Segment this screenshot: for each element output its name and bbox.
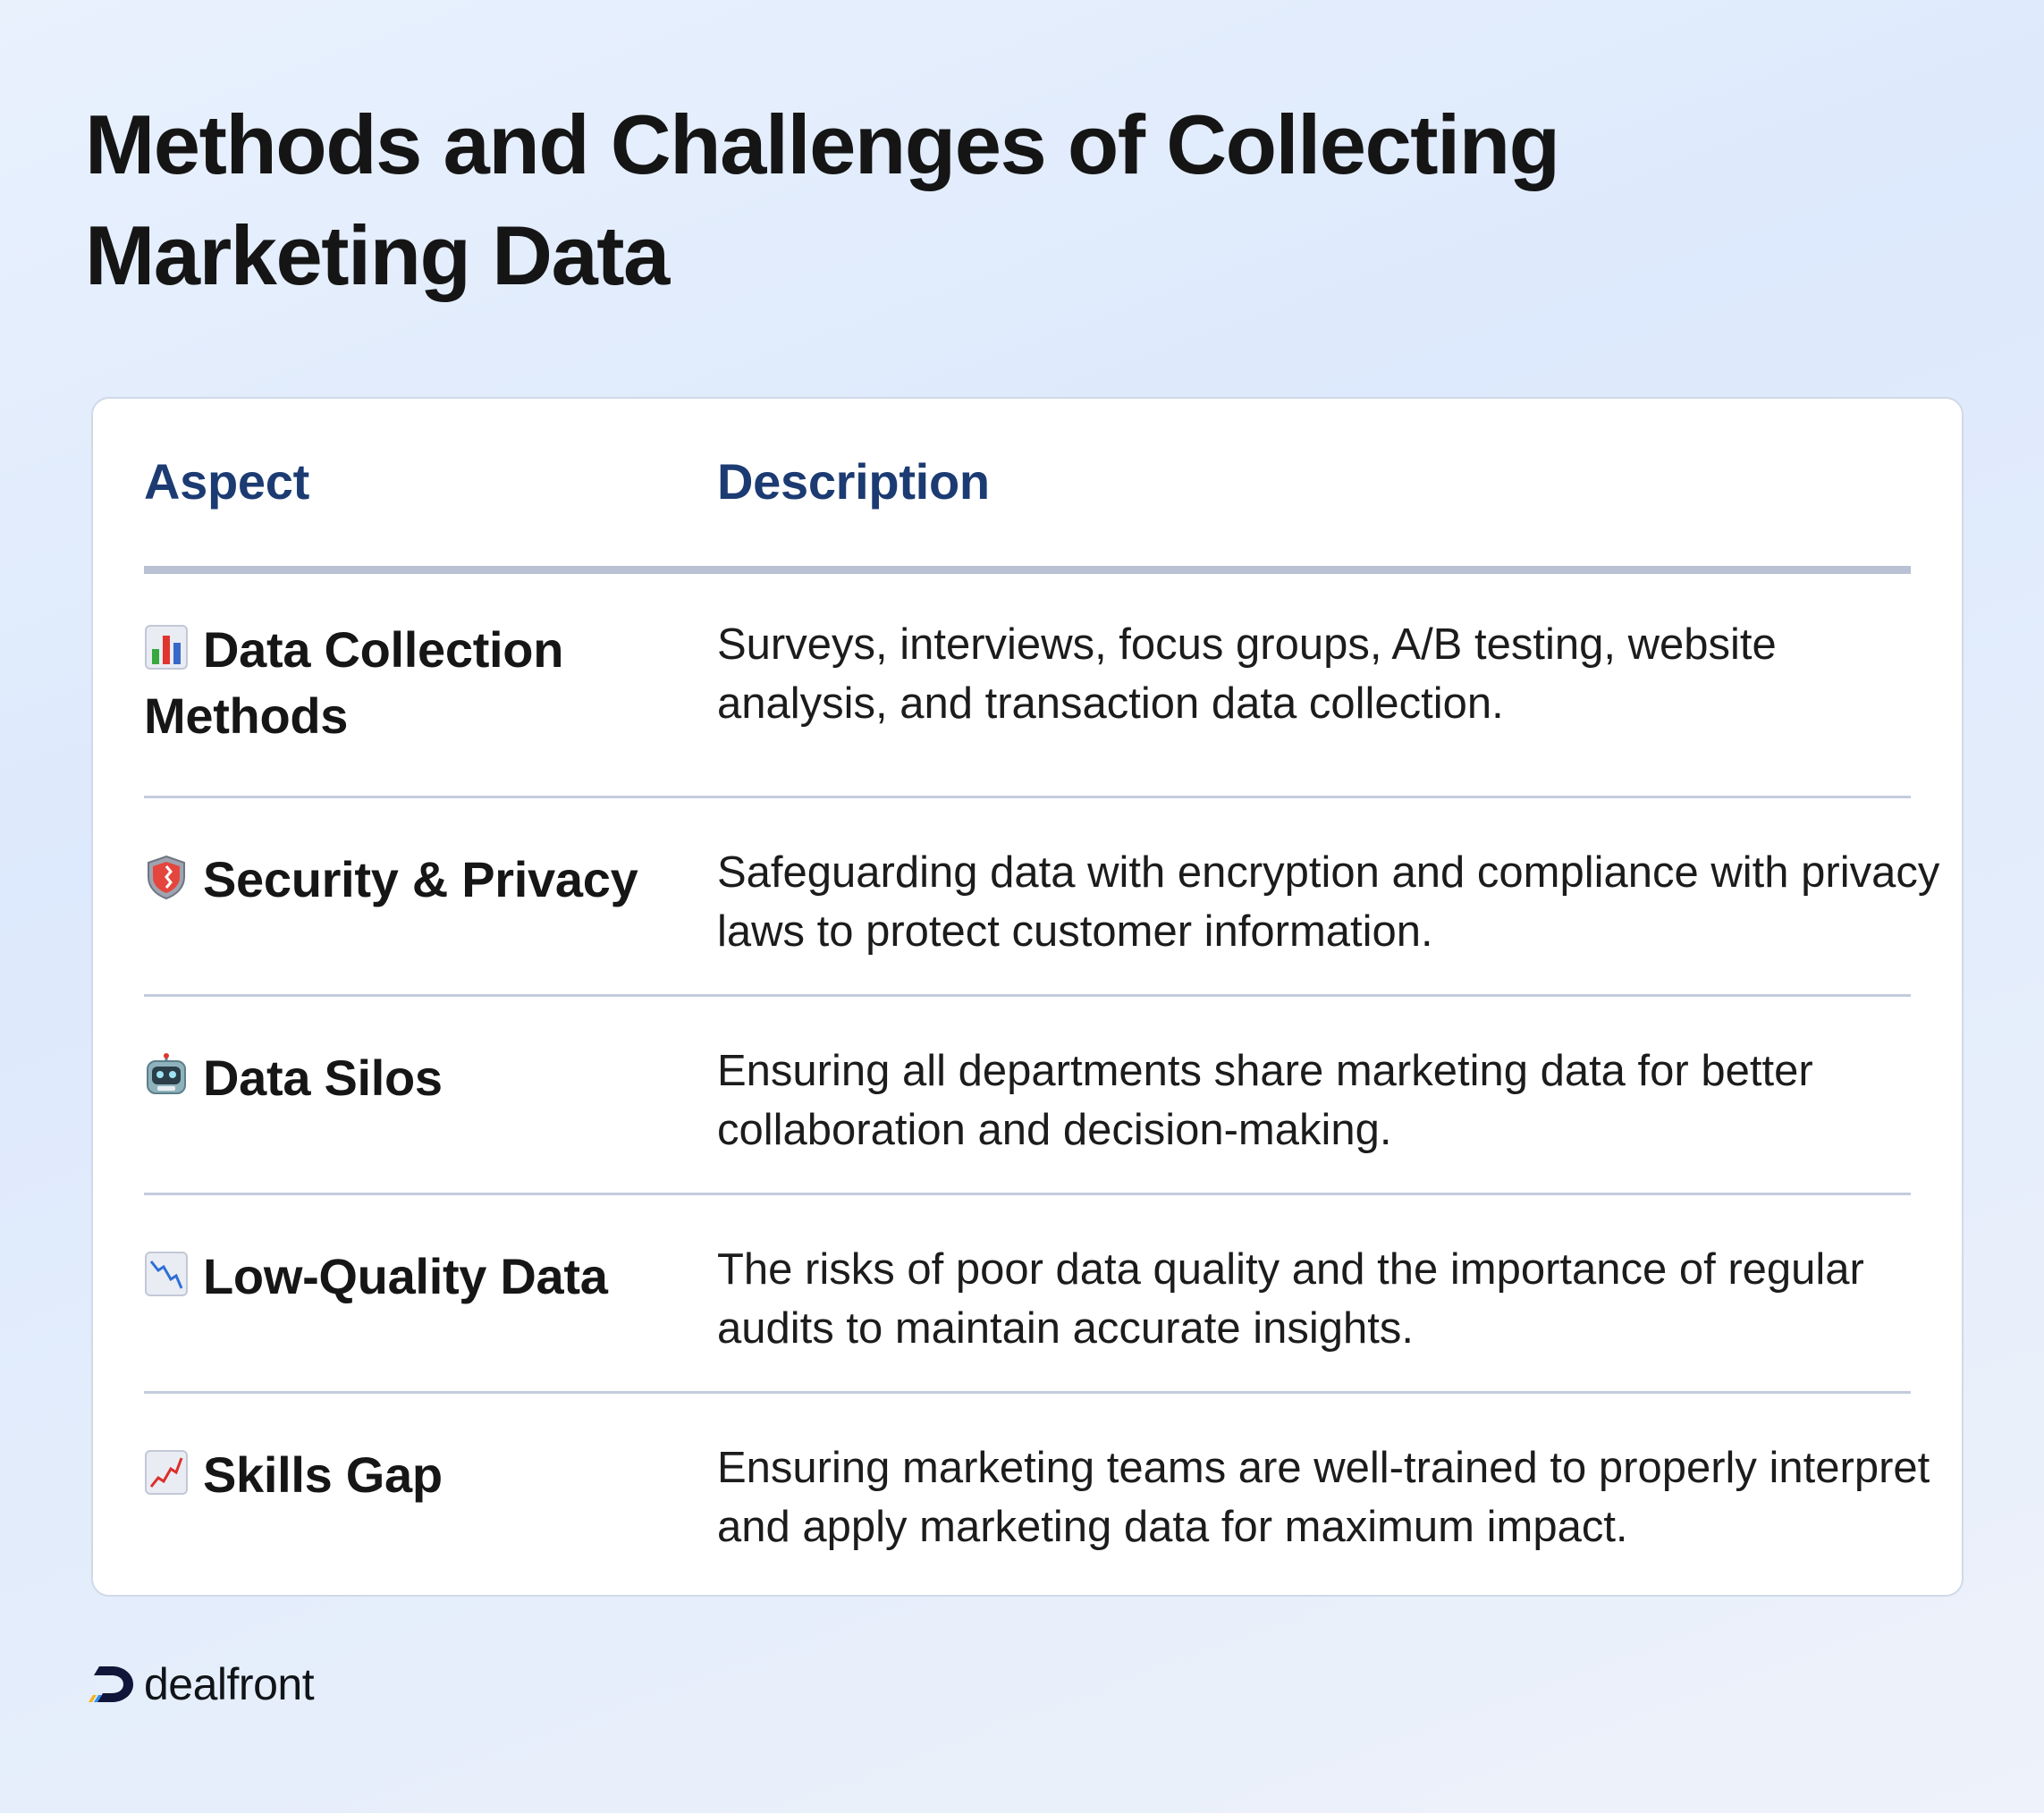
aspect-cell — [144, 1442, 680, 1508]
aspect-label: Security & Privacy — [203, 851, 638, 907]
aspect-cell — [144, 847, 680, 913]
brand — [85, 1657, 314, 1711]
column-header-description: Description — [717, 453, 990, 510]
aspect-cell — [144, 617, 680, 749]
aspect-cell — [144, 1045, 680, 1111]
dealfront-logo-icon — [85, 1663, 137, 1706]
description-cell: Ensuring all departments share marketing data for better collaboration and decision-making. — [717, 1047, 1813, 1154]
column-header-aspect: Aspect — [144, 453, 309, 510]
chart-decreasing-icon — [144, 1251, 189, 1297]
table-header — [144, 399, 1911, 574]
bar-chart-icon — [144, 624, 189, 670]
aspect-cell — [144, 1244, 680, 1310]
chart-increasing-icon — [144, 1449, 189, 1496]
description-cell: Ensuring marketing teams are well-trained to properly interpret and apply marketing data for maximum impact. — [717, 1444, 1930, 1551]
table-row — [144, 798, 1940, 997]
aspect-label: Data Collection Methods — [144, 621, 564, 744]
description-cell: The risks of poor data quality and the importance of regular audits to maintain accurate insights. — [717, 1245, 1864, 1353]
aspect-label: Data Silos — [203, 1050, 443, 1106]
shield-icon — [144, 854, 189, 900]
aspect-label: Skills Gap — [203, 1446, 443, 1503]
table-row — [144, 997, 1911, 1195]
description-cell: Safeguarding data with encryption and compliance with privacy laws to protect customer information. — [717, 848, 1940, 956]
table-row — [144, 574, 1911, 798]
robot-icon — [144, 1052, 189, 1099]
table-row — [144, 1394, 1930, 1592]
aspects-table — [91, 397, 1964, 1597]
table-row — [144, 1195, 1911, 1394]
description-cell: Surveys, interviews, focus groups, A/B testing, website analysis, and transaction data collection. — [717, 620, 1777, 728]
aspect-label: Low-Quality Data — [203, 1248, 608, 1304]
brand-name: dealfront — [144, 1659, 315, 1709]
page-title: Methods and Challenges of Collecting Marketing Data — [85, 97, 1559, 302]
